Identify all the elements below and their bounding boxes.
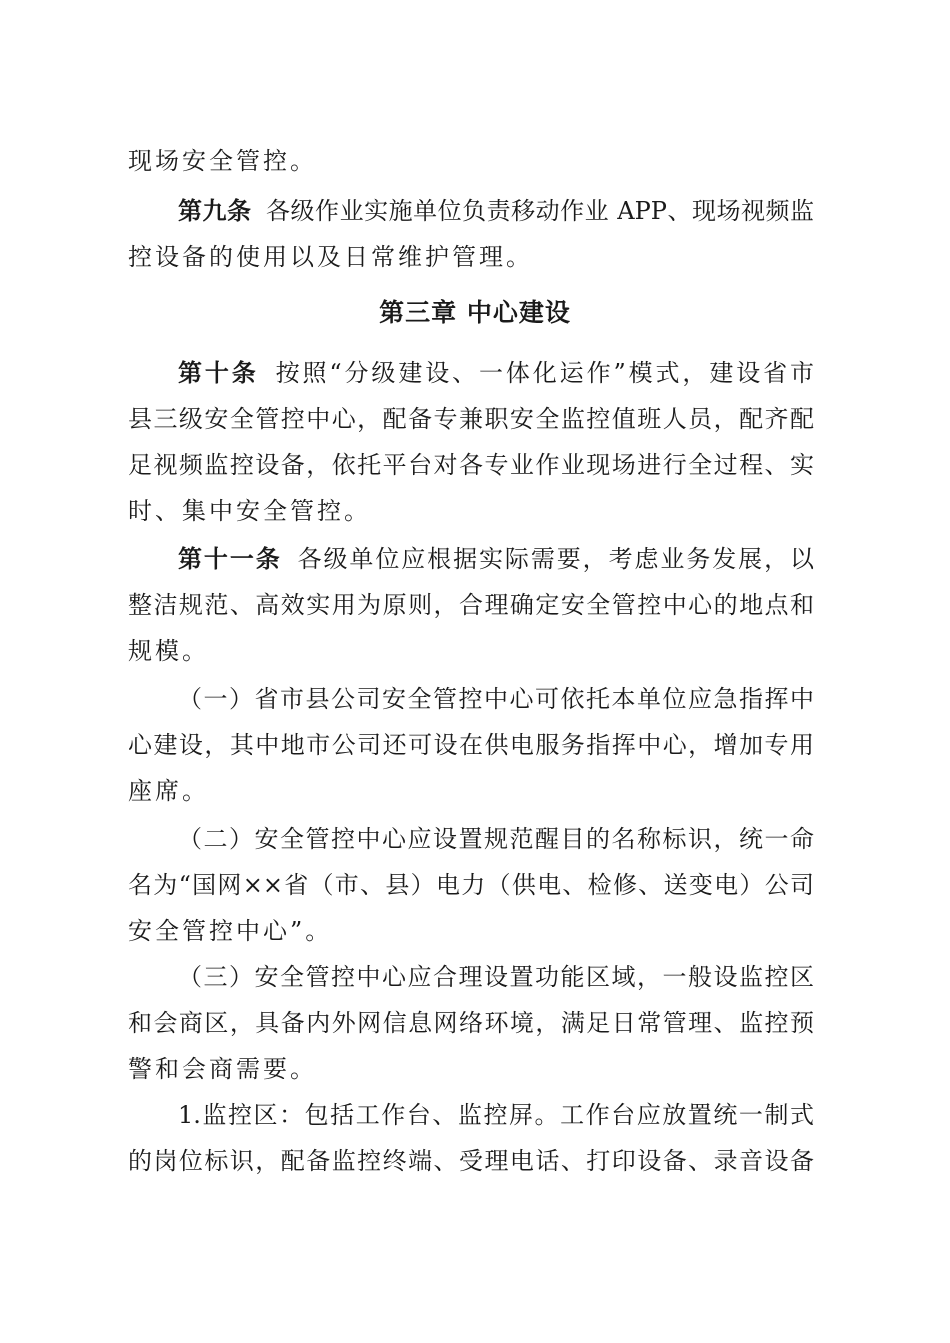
item-3-line-2: 和会商区，具备内外网信息网络环境，满足日常管理、监控预 <box>128 1009 814 1037</box>
article-9-label: 第九条 <box>178 197 252 225</box>
chapter-heading: 第三章 中心建设 <box>379 298 571 327</box>
article-11-text: 各级单位应根据实际需要，考虑业务发展，以 <box>295 545 815 573</box>
article-11-line-1 <box>178 544 814 574</box>
sub-item-1-line-2: 的岗位标识，配备监控终端、受理电话、打印设备、录音设备 <box>128 1147 814 1175</box>
article-9-line-2: 控设备的使用以及日常维护管理。 <box>128 243 533 271</box>
article-9-text: 各级作业实施单位负责移动作业 APP、现场视频监 <box>265 197 814 225</box>
item-1-line-1: （一）省市县公司安全管控中心可依托本单位应急指挥中 <box>178 685 814 713</box>
item-3-line-1: （三）安全管控中心应合理设置功能区域，一般设监控区 <box>178 963 814 991</box>
item-1-line-3: 座席。 <box>128 777 209 805</box>
article-11-line-3: 规模。 <box>128 637 209 665</box>
article-10-text: 按照“分级建设、一体化运作”模式，建设省市 <box>272 359 814 387</box>
article-9-line-1 <box>178 196 814 226</box>
item-3-line-3: 警和会商需要。 <box>128 1055 317 1083</box>
article-10-line-3: 足视频监控设备，依托平台对各专业作业现场进行全过程、实 <box>128 451 814 479</box>
article-11-label: 第十一条 <box>178 545 282 573</box>
article-10-line-1 <box>178 358 814 388</box>
text-line: 现场安全管控。 <box>128 147 317 175</box>
article-10-line-4: 时、集中安全管控。 <box>128 497 371 525</box>
item-2-line-2: 名为“国网××省（市、县）电力（供电、检修、送变电）公司 <box>128 871 814 899</box>
article-10-label: 第十条 <box>178 359 259 387</box>
sub-item-1-line-1: 1.监控区：包括工作台、监控屏。工作台应放置统一制式 <box>178 1101 814 1129</box>
article-11-line-2: 整洁规范、高效实用为原则，合理确定安全管控中心的地点和 <box>128 591 814 619</box>
item-2-line-1: （二）安全管控中心应设置规范醒目的名称标识，统一命 <box>178 825 814 853</box>
item-2-line-3: 安全管控中心”。 <box>128 917 333 945</box>
article-10-line-2: 县三级安全管控中心，配备专兼职安全监控值班人员，配齐配 <box>128 405 814 433</box>
item-1-line-2: 心建设，其中地市公司还可设在供电服务指挥中心，增加专用 <box>128 731 814 759</box>
